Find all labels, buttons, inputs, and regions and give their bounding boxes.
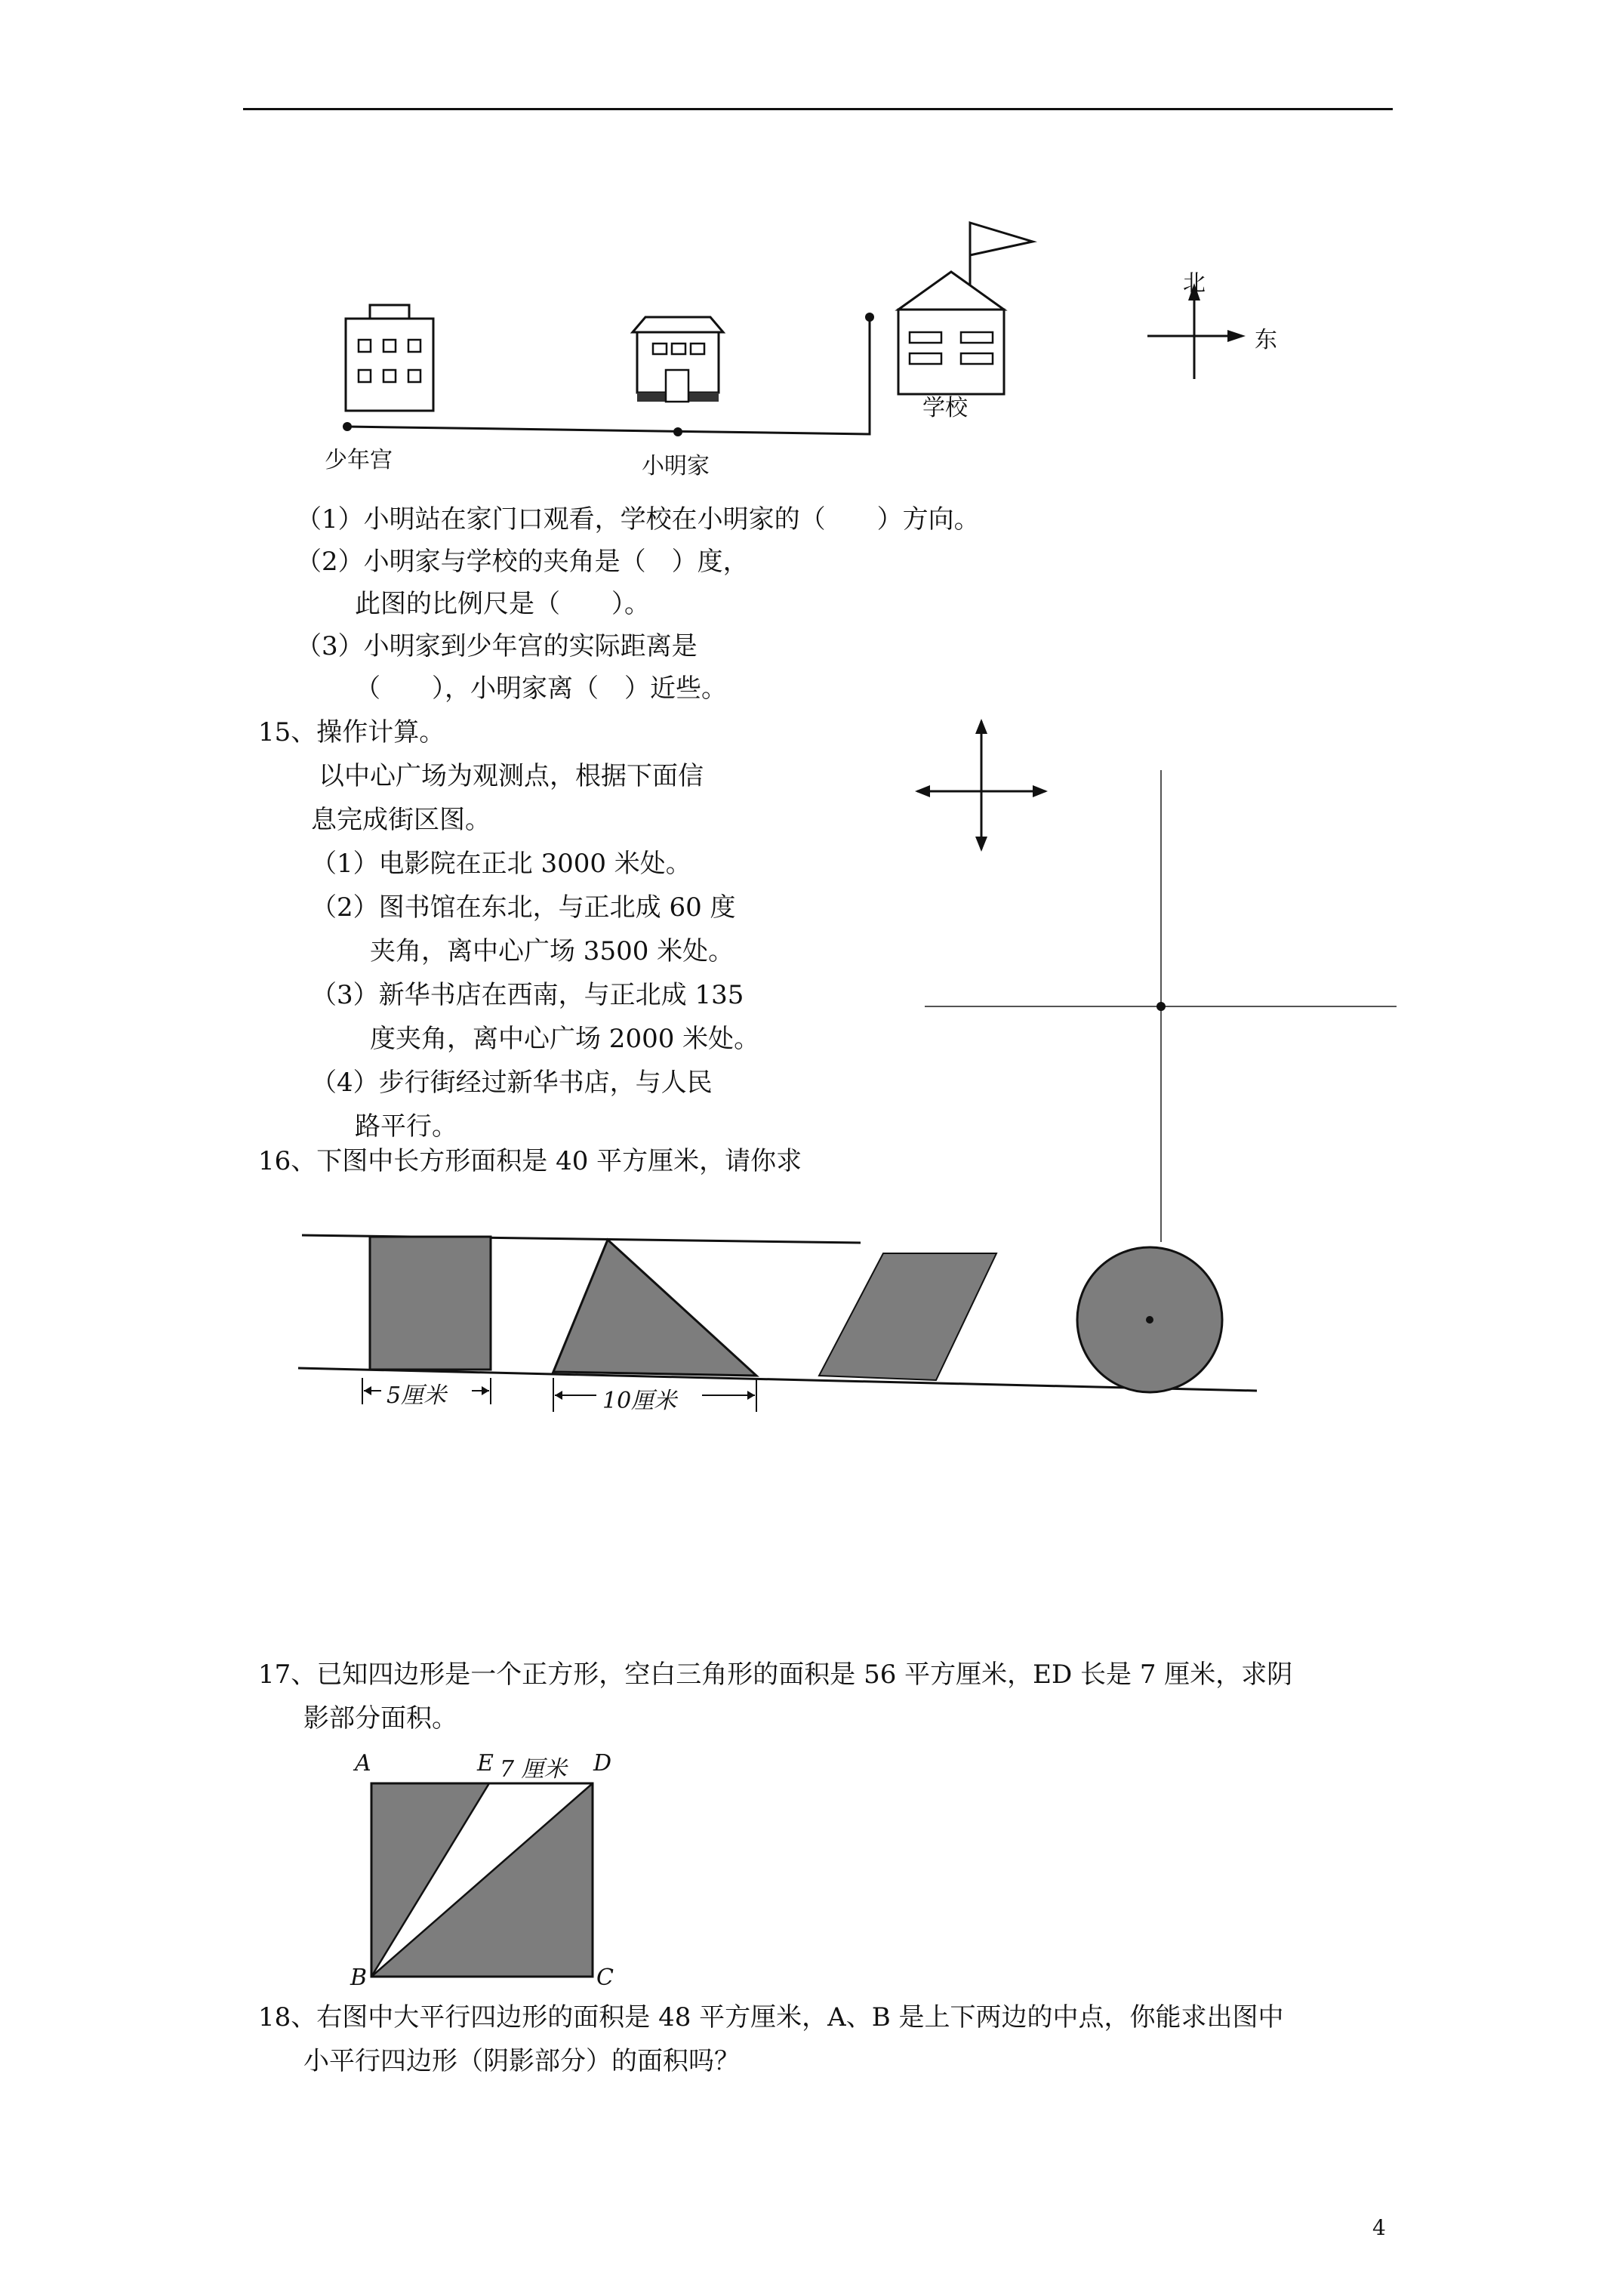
youth-palace-building-icon bbox=[346, 305, 433, 411]
q15-title: 15、操作计算。 bbox=[258, 717, 445, 747]
q16-dimension-10: 10厘米 bbox=[602, 1388, 677, 1414]
q15-item-2b: 夹角，离中心广场 3500 米处。 bbox=[370, 936, 735, 966]
map-label-youth-palace: 少年宫 bbox=[325, 447, 393, 473]
q14-part-3b: （ ），小明家离（ ）近些。 bbox=[355, 673, 727, 704]
header-rule bbox=[243, 108, 1393, 110]
school-building-icon bbox=[898, 223, 1033, 394]
q16-parallelogram bbox=[819, 1253, 996, 1380]
q18-text-2: 小平行四边形（阴影部分）的面积吗？ bbox=[303, 2046, 740, 2076]
xiaoming-house-icon bbox=[633, 317, 723, 402]
q17-square-figure bbox=[362, 1767, 619, 1993]
q17-label-a: A bbox=[355, 1750, 371, 1777]
q15-item-3b: 度夹角，离中心广场 2000 米处。 bbox=[370, 1024, 760, 1054]
compass-icon bbox=[1147, 283, 1246, 379]
map-label-xiaoming-home: 小明家 bbox=[642, 453, 710, 479]
q15-item-3: （3）新华书店在西南，与正北成 135 bbox=[311, 980, 744, 1010]
q17-text-2: 影部分面积。 bbox=[303, 1703, 457, 1734]
q14-map-figure bbox=[302, 211, 1359, 483]
q17-label-e: E bbox=[477, 1750, 494, 1777]
q17-label-length: 7 厘米 bbox=[500, 1756, 567, 1783]
q15-item-2: （2）图书馆在东北，与正北成 60 度 bbox=[311, 892, 736, 923]
map-label-school: 学校 bbox=[922, 395, 968, 421]
q15-item-4: （4）步行街经过新华书店，与人民 bbox=[311, 1068, 713, 1098]
q16-dimension-5: 5厘米 bbox=[387, 1382, 447, 1409]
q17-label-d: D bbox=[593, 1750, 612, 1777]
q15-intro-1: 以中心广场为观测点，根据下面信 bbox=[319, 761, 704, 791]
q14-part-1: （1）小明站在家门口观看，学校在小明家的（ ）方向。 bbox=[296, 504, 980, 535]
q17-text-1: 17、已知四边形是一个正方形，空白三角形的面积是 56 平方厘米，ED 长是 7 厘米，求阴 bbox=[258, 1660, 1293, 1690]
q16-text: 16、下图中长方形面积是 40 平方厘米，请你求 bbox=[258, 1146, 802, 1176]
q16-rectangle bbox=[370, 1237, 491, 1370]
q15-compass-icon bbox=[915, 719, 1048, 852]
q17-label-b: B bbox=[350, 1965, 368, 1991]
map-label-east: 东 bbox=[1255, 327, 1277, 353]
q15-item-4b: 路平行。 bbox=[355, 1111, 457, 1142]
q17-label-c: C bbox=[596, 1965, 614, 1991]
map-label-north: 北 bbox=[1183, 270, 1206, 297]
q14-part-2b: 此图的比例尺是（ ）。 bbox=[355, 589, 650, 619]
q15-street-diagram bbox=[906, 710, 1404, 1253]
q15-item-1: （1）电影院在正北 3000 米处。 bbox=[311, 849, 691, 879]
q14-part-2: （2）小明家与学校的夹角是（ ）度， bbox=[296, 547, 749, 577]
q18-text-1: 18、右图中大平行四边形的面积是 48 平方厘米，A、B 是上下两边的中点，你能求出图中 bbox=[258, 2002, 1284, 2032]
q15-intro-2: 息完成街区图。 bbox=[311, 805, 491, 835]
page-number: 4 bbox=[1372, 2215, 1386, 2240]
q16-triangle bbox=[553, 1240, 756, 1376]
q14-part-3: （3）小明家到少年宫的实际距离是 bbox=[296, 631, 698, 661]
